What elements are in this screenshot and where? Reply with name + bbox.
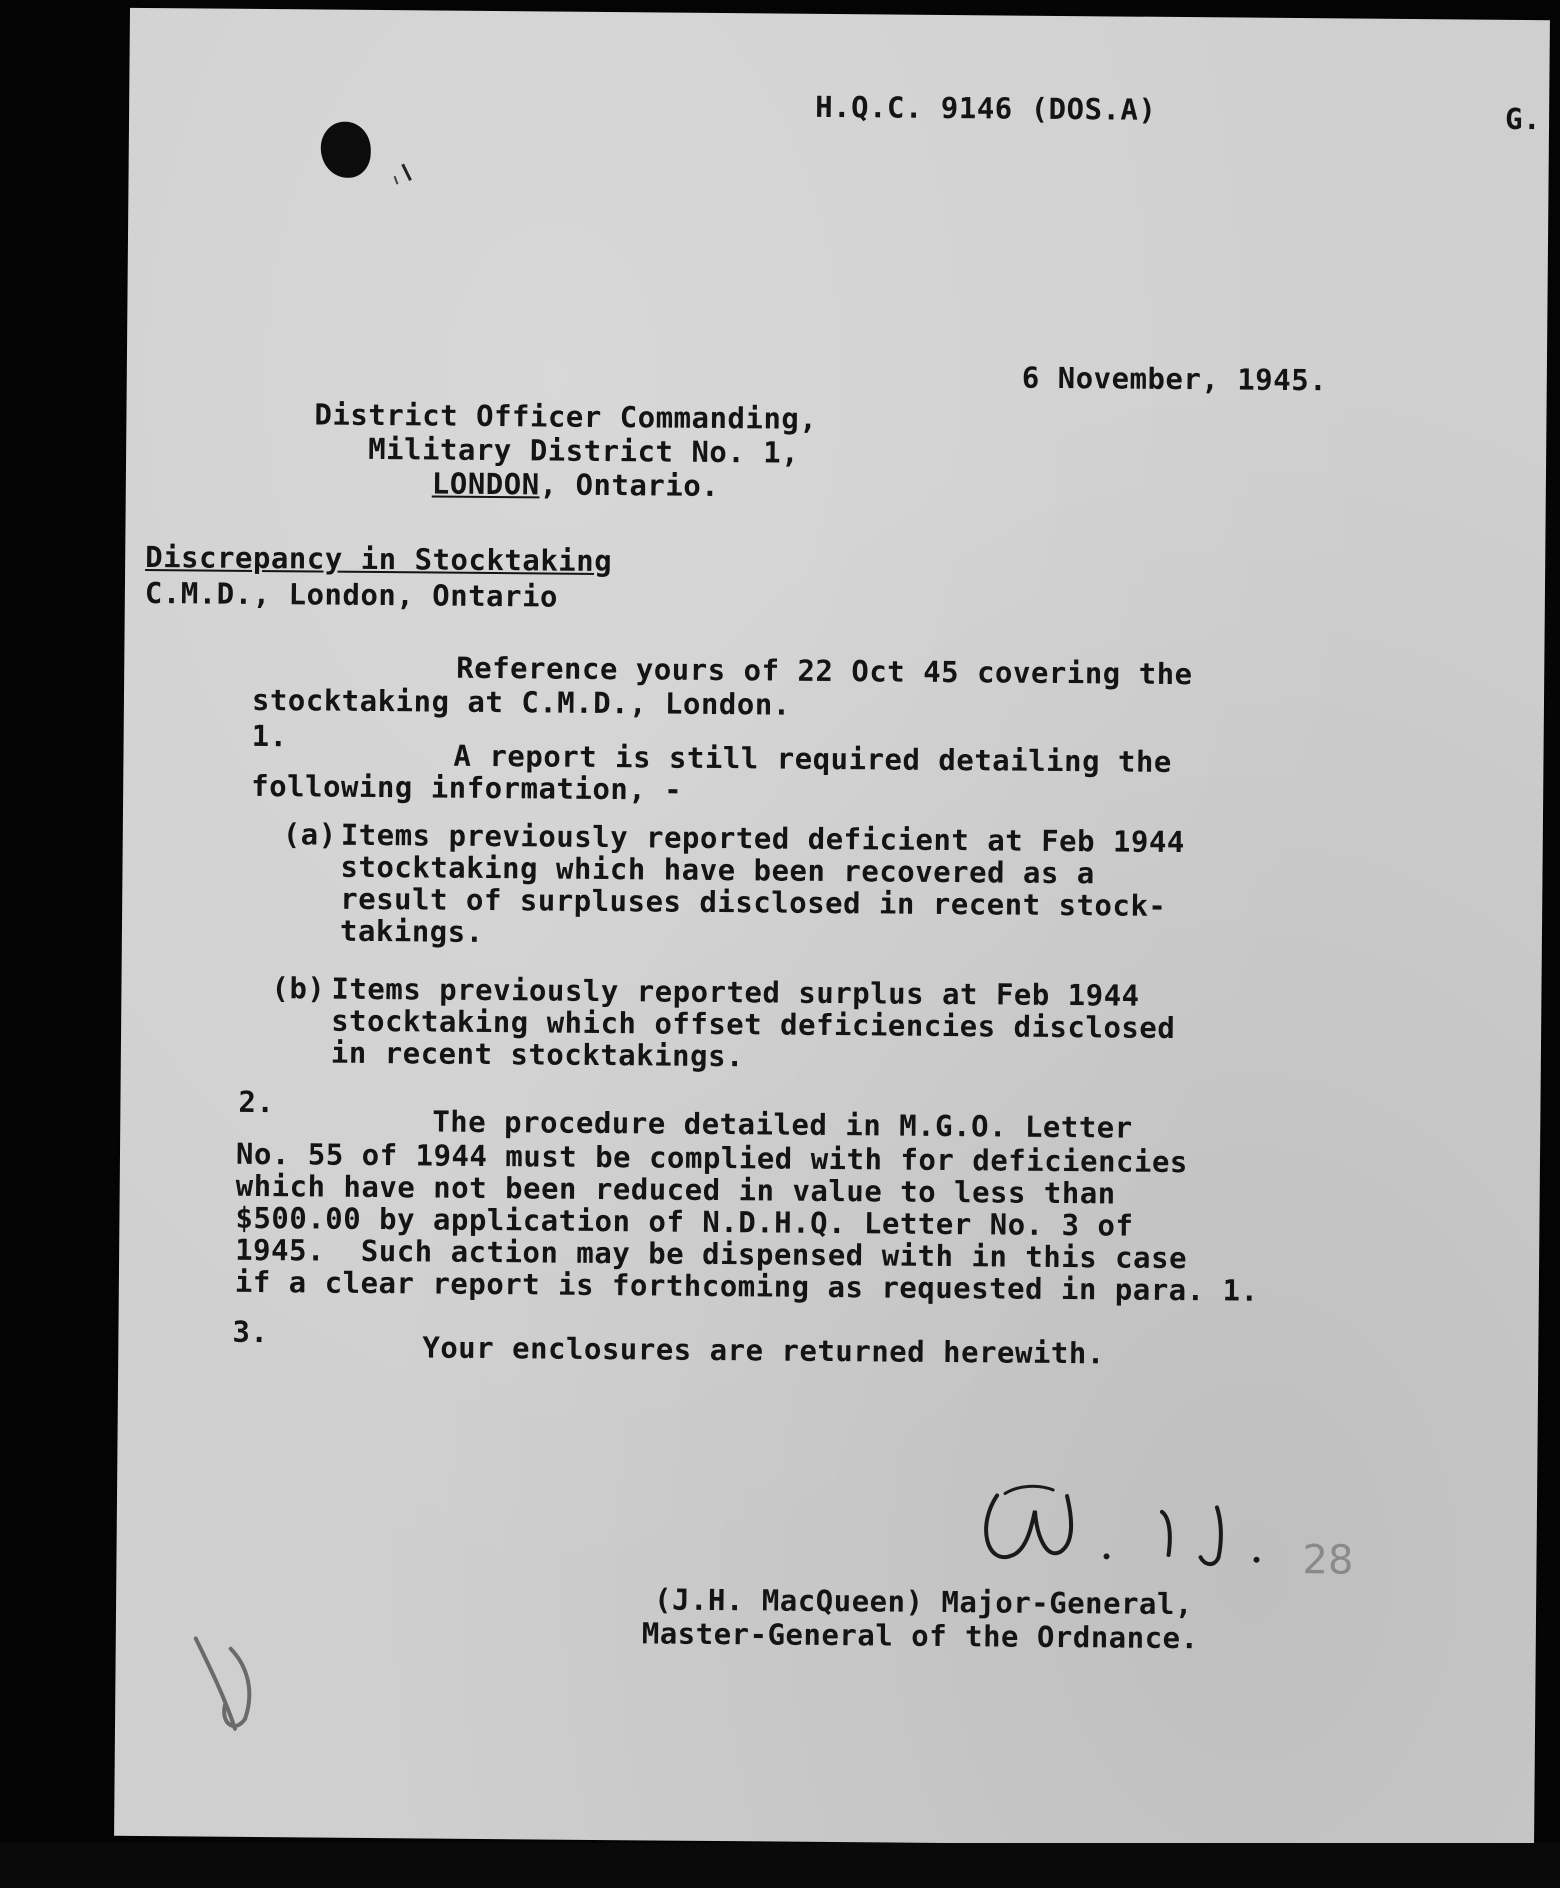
signatory-line-2: Master-General of the Ordnance.	[641, 1616, 1199, 1656]
letter-page	[114, 8, 1550, 1848]
para-1-line-1: A report is still required detailing the	[453, 738, 1173, 779]
subject-line-1: Discrepancy in Stocktaking	[145, 539, 613, 579]
item-a-line-4: takings.	[339, 913, 484, 949]
para-2-number: 2.	[238, 1084, 275, 1120]
para-1-line-2: following information, -	[251, 768, 683, 807]
punch-hole	[321, 122, 371, 178]
intro-line-2: stocktaking at C.M.D., London.	[251, 682, 791, 722]
pencil-annotation-text: 28	[1302, 1537, 1354, 1584]
item-b-label: (b)	[271, 971, 326, 1006]
para-3-line-1: Your enclosures are returned herewith.	[422, 1330, 1105, 1371]
para-1-number: 1.	[251, 718, 288, 754]
para-2-line-2: No. 55 of 1944 must be complied with for deficiencies	[235, 1136, 1188, 1180]
addressee-line-2: Military District No. 1,	[368, 431, 800, 470]
file-reference: H.Q.C. 9146 (DOS.A)	[815, 89, 1157, 127]
subject-line-2: C.M.D., London, Ontario	[144, 575, 559, 614]
para-2-line-4: $500.00 by application of N.D.H.Q. Letter No. 3 of	[235, 1200, 1134, 1243]
signatory-line-1: (J.H. MacQueen) Major-General,	[653, 1582, 1194, 1622]
handwritten-signature	[956, 1455, 1317, 1588]
para-2-line-1: The procedure detailed in M.G.O. Letter	[432, 1104, 1133, 1145]
corner-mark-text: G.	[1504, 101, 1542, 137]
item-a-line-2: stocktaking which have been recovered as a	[340, 849, 1095, 891]
addressee-line-1: District Officer Commanding,	[314, 397, 818, 436]
item-b-line-1: Items previously reported surplus at Feb 1944	[331, 971, 1140, 1013]
pencil-corner-mark	[175, 1608, 286, 1739]
scan-bottom-edge	[0, 1843, 1560, 1888]
para-3-number: 3.	[232, 1314, 269, 1350]
addressee-province: , Ontario.	[539, 467, 720, 503]
para-2-line-5: 1945. Such action may be dispensed with in this case	[235, 1232, 1188, 1276]
item-a-line-1: Items previously reported deficient at Feb 1944	[340, 817, 1186, 860]
para-2-line-3: which have not been reduced in value to less than	[235, 1168, 1116, 1211]
item-a-label: (a)	[282, 817, 337, 852]
item-a-line-3: result of surpluses disclosed in recent stock-	[340, 881, 1167, 923]
para-2-line-6: if a clear report is forthcoming as requested in para. 1.	[234, 1264, 1259, 1308]
ink-specks	[388, 154, 449, 215]
addressee-city: LONDON	[431, 466, 540, 502]
intro-line-1: Reference yours of 22 Oct 45 covering the	[456, 650, 1193, 692]
pencil-annotation	[1292, 1528, 1413, 1589]
letter-date: 6 November, 1945.	[1021, 360, 1328, 398]
item-b-line-2: stocktaking which offset deficiencies disclosed	[331, 1003, 1176, 1045]
addressee-line-3	[432, 466, 720, 503]
item-b-line-3: in recent stocktakings.	[330, 1035, 745, 1074]
